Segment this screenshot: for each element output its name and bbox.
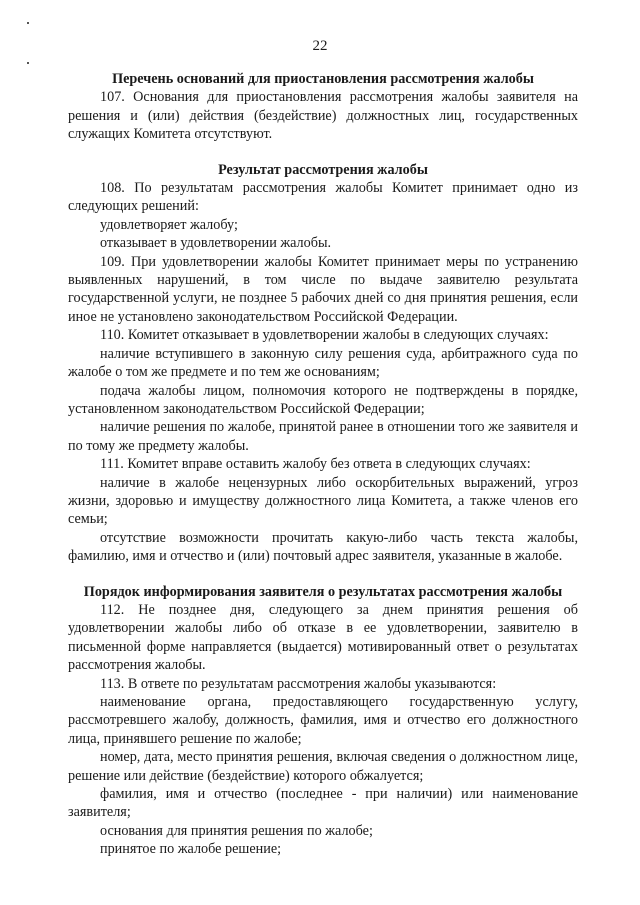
scan-mark bbox=[27, 22, 29, 24]
paragraph: номер, дата, место принятия решения, включая сведения о должностном лице, решение или действие (бездействие) которого обжалуется; bbox=[68, 749, 578, 784]
document-body bbox=[68, 70, 578, 859]
section-heading: Перечень оснований для приостановления рассмотрения жалобы bbox=[112, 71, 534, 87]
paragraph: 107. Основания для приостановления рассмотрения жалобы заявителя на решения и (или) действия (бездействие) должностных лиц, государственных служащих Комитета отсутствуют. bbox=[68, 89, 578, 143]
paragraph: наименование органа, предоставляющего государственную услугу, рассмотревшего жалобу, должность, фамилия, имя и отчество его должностного лица, принявшего решение по жалобе; bbox=[68, 694, 578, 747]
paragraph: принятое по жалобе решение; bbox=[100, 841, 282, 858]
paragraph: отсутствие возможности прочитать какую-либо часть текста жалобы, фамилию, имя и отчество и (или) почтовый адрес заявителя, указанные в жалобе. bbox=[68, 529, 578, 565]
scan-mark bbox=[27, 62, 29, 64]
section-spacer bbox=[68, 566, 578, 583]
paragraph: подача жалобы лицом, полномочия которого не подтверждены в порядке, установленном законодательством Российской Федерации; bbox=[68, 382, 578, 417]
paragraph: 109. При удовлетворении жалобы Комитет принимает меры по устранению выявленных нарушений, в том числе по выдаче заявителю результата государственной услуги, не позднее 5 рабочих дней со дня принятия решения, если иное не установлено законодательством Российской Федерации. bbox=[68, 253, 578, 325]
paragraph: наличие в жалобе нецензурных либо оскорбительных выражений, угроз жизни, здоровью и имуществу должностного лица Комитета, а также членов его семьи; bbox=[68, 474, 578, 528]
page-number: 22 bbox=[312, 38, 328, 54]
section-heading: Результат рассмотрения жалобы bbox=[218, 161, 428, 178]
paragraph: 113. В ответе по результатам рассмотрения жалобы указываются: bbox=[100, 675, 497, 692]
paragraph: наличие вступившего в законную силу решения суда, арбитражного суда по жалобе о том же предмете и по тем же основаниям; bbox=[68, 345, 578, 381]
paragraph: наличие решения по жалобе, принятой ранее в отношении того же заявителя и по тому же предмету жалобы. bbox=[68, 419, 578, 454]
paragraph: фамилия, имя и отчество (последнее - при наличии) или наименование заявителя; bbox=[68, 786, 578, 821]
paragraph: основания для принятия решения по жалобе; bbox=[100, 822, 373, 839]
paragraph: 112. Не позднее дня, следующего за днем принятия решения об удовлетворении жалобы либо об отказе в ее удовлетворении, заявителю в письменной форме направляется (выдается) мотивированный ответ о результатах рассмотрения жалобы. bbox=[68, 601, 578, 674]
paragraph: 108. По результатам рассмотрения жалобы Комитет принимает одно из следующих решений: bbox=[68, 180, 578, 215]
paragraph: удовлетворяет жалобу; bbox=[100, 216, 238, 233]
paragraph: отказывает в удовлетворении жалобы. bbox=[100, 235, 332, 252]
paragraph: 110. Комитет отказывает в удовлетворении жалобы в следующих случаях: bbox=[100, 327, 549, 344]
paragraph: 111. Комитет вправе оставить жалобу без ответа в следующих случаях: bbox=[100, 456, 531, 473]
section-heading: Порядок информирования заявителя о результатах рассмотрения жалобы bbox=[83, 583, 563, 600]
section-spacer bbox=[68, 144, 578, 161]
